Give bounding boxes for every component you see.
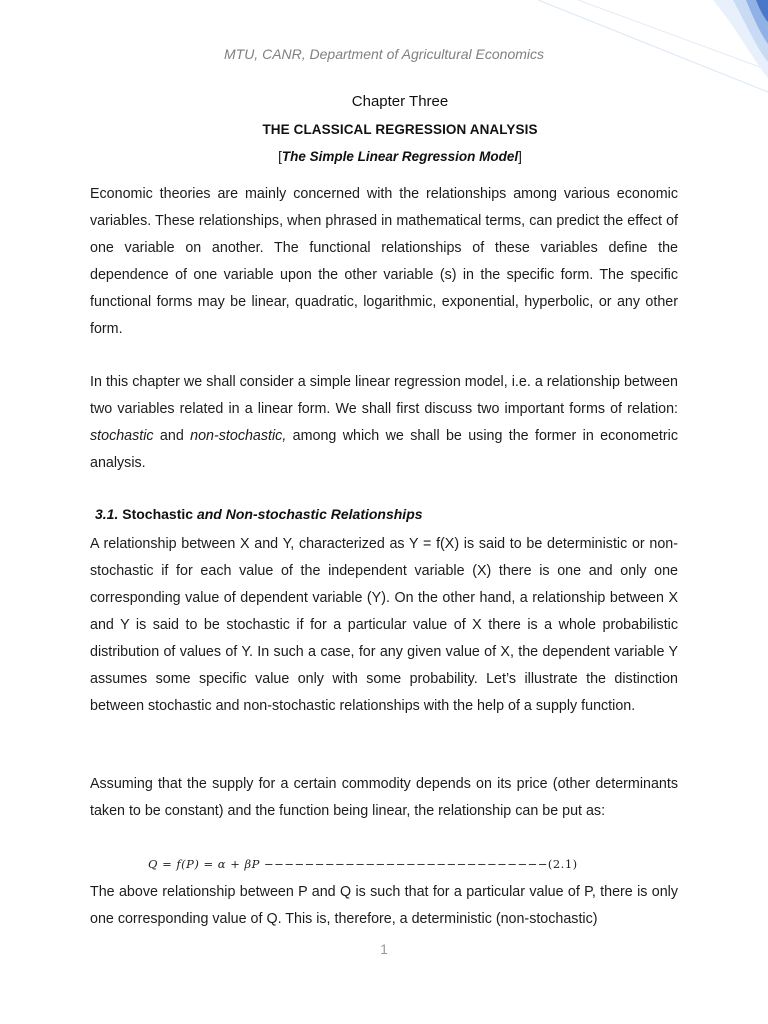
equation-expression: Q = f(P) = α + βP <box>148 857 260 871</box>
term-stochastic: stochastic <box>90 428 154 444</box>
term-non-stochastic: non-stochastic, <box>190 428 287 444</box>
paragraph-chapter-scope <box>90 369 678 477</box>
section-heading <box>95 506 423 522</box>
equation-2-1 <box>148 857 608 871</box>
page-number: 1 <box>380 941 388 957</box>
paragraph-intro: Economic theories are mainly concerned with the relationships among various economic variables. These relationships, when phrased in mathematical terms, can predict the effect of one variable on another. The functional relationships of these variables define the dependence of one variable upon the other variable (s) in the specific form. The specific functional forms may be linear, quadratic, logarithmic, exponential, hyperbolic, or any other form. <box>90 186 678 337</box>
equation-dashes: −−−−−−−−−−−−−−−−−−−−−−−−−−−− <box>259 857 548 871</box>
main-title: THE CLASSICAL REGRESSION ANALYSIS <box>262 122 538 137</box>
paragraph-deterministic-relationship: The above relationship between P and Q is such that for a particular value of P, there is only one corresponding value of Q. This is, therefore, a deterministic (non-stochastic) <box>90 884 678 927</box>
paragraph-text: among which we shall be using the former in econometric analysis. <box>90 428 678 471</box>
subtitle-text: The Simple Linear Regression Model <box>281 149 519 164</box>
section-title-rest: and Non-stochastic Relationships <box>196 506 423 522</box>
subtitle-bracket-open: [ <box>278 149 282 164</box>
section-number: 3.1. <box>95 506 119 522</box>
paragraph-text: In this chapter we shall consider a simple linear regression model, i.e. a relationship between two variables related in a linear form. We shall first discuss two important forms of relation: <box>90 374 678 417</box>
paragraph-deterministic-vs-stochastic: A relationship between X and Y, characterized as Y = f(X) is said to be deterministic or non-stochastic if for each value of the independent variable (X) there is one and only one corresponding value of dependent variable (Y). On the other hand, a relationship between X and Y is said to be stochastic if for a particular value of X there is a whole probabilistic distribution of values of Y. In such a case, for any given value of X, the dependent variable Y assumes some specific value only with some probability. Let’s illustrate the distinction between stochastic and non-stochastic relationships with the help of a supply function. <box>90 536 678 714</box>
equation-label: (2.1) <box>547 857 578 871</box>
subtitle <box>0 149 768 164</box>
section-word: Stochastic <box>118 506 197 522</box>
running-header: MTU, CANR, Department of Agricultural Economics <box>223 46 545 62</box>
subtitle-bracket-close: ] <box>518 149 522 164</box>
paragraph-text: and <box>153 428 191 444</box>
paragraph-supply-assumption: Assuming that the supply for a certain commodity depends on its price (other determinants taken to be constant) and the function being linear, the relationship can be put as: <box>90 776 678 819</box>
chapter-title: Chapter Three <box>351 93 449 110</box>
